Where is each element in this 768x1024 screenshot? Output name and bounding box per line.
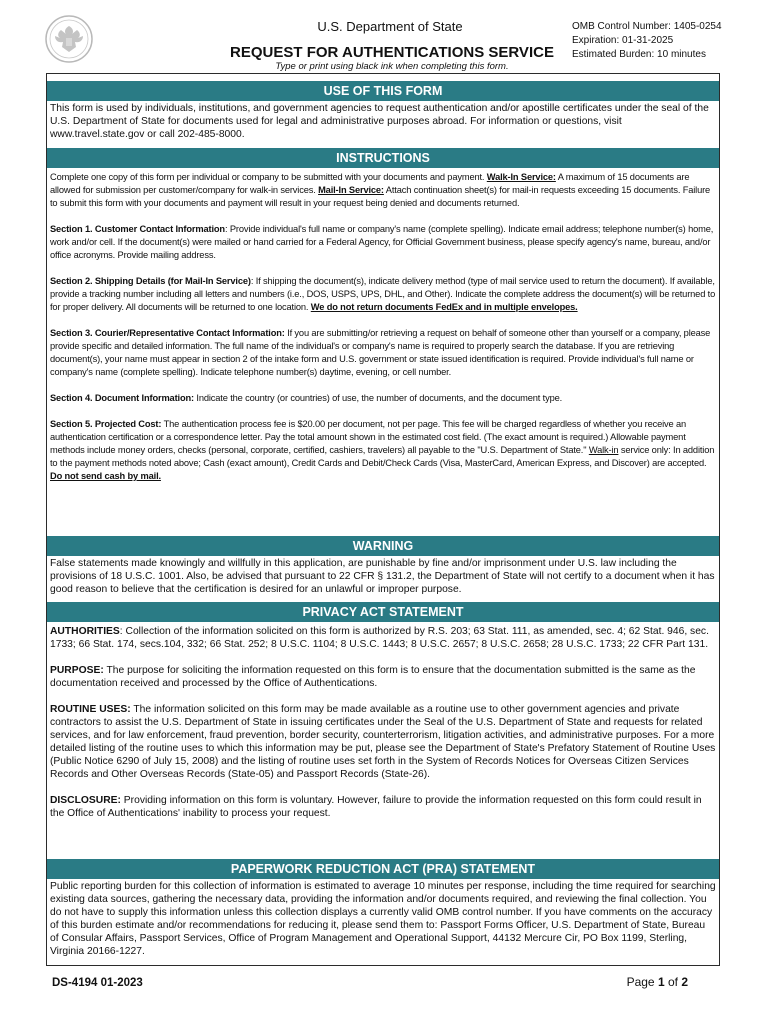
section-3-instructions: Section 3. Courier/Representative Contact Information: If you are submitting/or retrieving a request on behalf of someone other than yourself or a company, please provide specific and detailed information. The full name of the individual's or company's name is required to properly search the database. If you are retrieving document(s), your name must appear in section 2 of the intake form and U.S. government or state issued identification is required. Provide individual's full name or company's name (complete spelling). Indicate telephone number(s) daytime, evening, or cell number. — [50, 328, 711, 377]
instructions-heading: INSTRUCTIONS — [47, 148, 719, 168]
pra-heading: PAPERWORK REDUCTION ACT (PRA) STATEMENT — [47, 859, 719, 879]
use-text: This form is used by individuals, institutions, and government agencies to request authentication and/or apostille certificates under the seal of the U.S. Department of State for documents used for legal and administrative purposes abroad. For information or questions, visit www.travel.state.gov or call 202-485-8000. — [50, 103, 709, 140]
section-4-instructions: Section 4. Document Information: Indicate the country (or countries) of use, the number of documents, and the document type. — [50, 393, 563, 403]
section-5-instructions: Section 5. Projected Cost: The authentication process fee is $20.00 per document, not per page. This fee will be charged regardless of whether you receive an authentication certification or a correspondence letter. Pay the total amount shown in the estimated cost field. (The exact amount is required.) Allowable payment methods include money orders, checks (personal, corporate, certified, cashiers, travelers) all payable to the "U.S. Department of State." Walk-in service only: In addition to the payment methods noted above; Cash (exact amount), Credit Cards and Debit/Check Cards (Visa, MasterCard, American Express, and Discover) are accepted. Do not send cash by mail. — [50, 419, 715, 481]
section-2-instructions: Section 2. Shipping Details (for Mail-In Service): If shipping the document(s), indicate delivery method (type of mail service used to return the document). If available, provide a tracking number including all letters and numbers (i.e., DOS, USPS, UPS, DHL, and Other). Indicate the complete address the document(s) will be returned to for proper delivery. All documents will be returned to one location. We do not return documents FedEx and in multiple envelopes. — [50, 276, 716, 312]
form-body — [46, 73, 720, 966]
omb-expiration: Expiration: 01-31-2025 — [572, 35, 674, 46]
department-seal-icon — [44, 14, 94, 64]
omb-control-number: OMB Control Number: 1405-0254 — [572, 21, 722, 32]
page-indicator: Page 1 of 2 — [626, 975, 688, 989]
mail-in-label: Mail-In Service: — [318, 185, 384, 195]
privacy-routine-uses: ROUTINE USES: The information solicited on this form may be made available as a routine use to other government agencies and private contractors to assist the U.S. Department of State in issuing certificates under the Seal of the U.S. Department of State and requests for related services, and for law enforcement, fraud prevention, border security, counterterrorism, litigation activities, and administrative purposes. For a more detailed listing of the routine uses to which this information may be put, please see the Department of State's Prefatory Statement of Routine Uses (Public Notice 6290 of July 15, 2008) and the listing of routine uses set forth in the System of Records Notices for Overseas Citizen Services Records and Other Overseas Records (State-05) and Passport Records (State-26). — [50, 704, 716, 780]
form-subtitle: Type or print using black ink when completing this form. — [275, 61, 509, 72]
warning-text: False statements made knowingly and willfully in this application, are punishable by fine and/or imprisonment under U.S. law including the provisions of 18 U.S.C. 1001. Also, be advised that pursuant to 22 CFR § 131.2, the Department of State will not certify to a document when it has good reason to believe that the certification is desired for an unlawful or improper purpose. — [50, 558, 715, 595]
section-1-instructions: Section 1. Customer Contact Information: Provide individual's full name or company's name (complete spelling). Indicate email address; telephone number(s) home, work and/or cell. If the document(s) were mailed or hand carried for a Federal Agency, for Official Government business, please specify agency's name, bureau, and/or office acronyms. Provide mailing address. — [50, 224, 714, 260]
pra-text: Public reporting burden for this collection of information is estimated to average 10 minutes per response, including the time required for searching existing data sources, gathering the necessary data, providing the information and/or documents required, and reviewing the final collection. You do not have to supply this information unless this collection displays a currently valid OMB control number. If you have comments on the accuracy of this burden estimate and/or recommendations for reducing it, please send them to: Passport Forms Officer, U.S. Department of State, Bureau of Consular Affairs, Passport Services, Office of Program Management and Operational Support, 44132 Mercure Cir, PO Box 1199, Sterling, Virginia 20166-1227. — [50, 881, 716, 957]
form-number: DS-4194 01-2023 — [52, 977, 143, 989]
use-heading: USE OF THIS FORM — [47, 81, 719, 101]
page-total: 2 — [681, 975, 688, 989]
walk-in-label: Walk-In Service: — [486, 172, 556, 182]
privacy-authorities: AUTHORITIES: Collection of the information solicited on this form is authorized by R.S. 203; 63 Stat. 111, as amended, sec. 4; 62 Stat. 946, sec. 1733; 66 Stat. 174, secs.104, 332; 66 Stat. 252; 8 U.S.C. 1104; 8 U.S.C. 1443; 8 U.S.C. 2657; 8 U.S.C. 2658; 28 U.S.C. 1733; 22 CFR Part 131. — [50, 626, 709, 650]
form-title: REQUEST FOR AUTHENTICATIONS SERVICE — [230, 44, 554, 61]
page-number: 1 — [657, 975, 665, 989]
omb-burden: Estimated Burden: 10 minutes — [572, 49, 706, 60]
instructions-text — [50, 171, 716, 511]
privacy-disclosure: DISCLOSURE: Providing information on this form is voluntary. However, failure to provide the information requested on this form could result in the Office of Authentications' inability to process your request. — [50, 795, 702, 819]
privacy-text — [50, 625, 716, 855]
warning-heading: WARNING — [47, 536, 719, 556]
agency-name: U.S. Department of State — [317, 19, 463, 34]
instructions-intro: Complete one copy of this form per individual or company to be submitted with your documents and payment. Walk-In Service: A maximum of 15 documents are allowed for submission per customer/company for walk-in services. Mail-In Service: Attach continuation sheet(s) for mail-in requests exceeding 15 documents. Failure to submit this form with your documents and payment will result in your request being denied and documents returned. — [50, 172, 711, 208]
privacy-heading: PRIVACY ACT STATEMENT — [47, 602, 719, 622]
privacy-purpose: PURPOSE: The purpose for soliciting the information requested on this form is to ensure that the documentation submitted is the same as the documentation received and processed by the Office of Authentications. — [50, 665, 696, 689]
omb-info — [572, 20, 722, 62]
